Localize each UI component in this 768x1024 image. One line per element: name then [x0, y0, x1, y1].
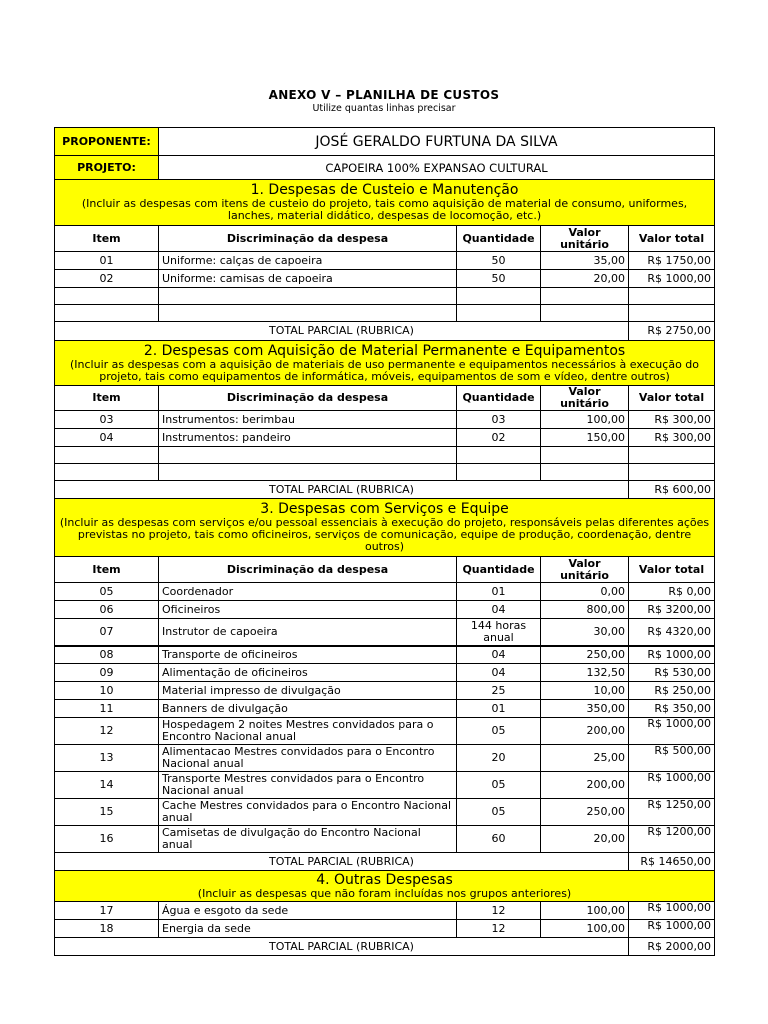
- item-number: 09: [55, 664, 159, 682]
- item-unit-value: 200,00: [541, 718, 629, 745]
- item-total-value: R$ 1000,00: [629, 920, 715, 938]
- item-description: Cache Mestres convidados para o Encontro Nacional anual: [159, 799, 457, 826]
- item-description: Alimentacao Mestres convidados para o Encontro Nacional anual: [159, 745, 457, 772]
- column-header-valor-unitario: Valor unitário: [541, 557, 629, 583]
- item-total-value: R$ 1000,00: [629, 646, 715, 664]
- item-number: 10: [55, 682, 159, 700]
- item-quantity: 04: [457, 601, 541, 619]
- item-quantity: 02: [457, 429, 541, 447]
- item-unit-value: 20,00: [541, 826, 629, 853]
- section-title: 3. Despesas com Serviços e Equipe: [260, 501, 509, 517]
- projeto-row: [55, 156, 715, 180]
- table-row: [55, 619, 715, 646]
- section-title: 4. Outras Despesas: [316, 871, 453, 888]
- item-total-value: R$ 250,00: [629, 682, 715, 700]
- item-description: Uniforme: camisas de capoeira: [159, 270, 457, 288]
- item-number: 15: [55, 799, 159, 826]
- column-header-valor-unitario: Valor unitário: [541, 226, 629, 252]
- column-header-valor-total: Valor total: [629, 226, 715, 252]
- projeto-label: PROJETO:: [55, 156, 159, 180]
- section-header-cell: [55, 180, 715, 226]
- item-total-value: R$ 1000,00: [629, 902, 715, 920]
- table-row: [55, 252, 715, 270]
- item-description: Hospedagem 2 noites Mestres convidados para o Encontro Nacional anual: [159, 718, 457, 745]
- section-header-cell: [55, 871, 715, 902]
- item-total-value: R$ 300,00: [629, 411, 715, 429]
- item-number: 18: [55, 920, 159, 938]
- table-row: [55, 583, 715, 601]
- item-quantity: 50: [457, 252, 541, 270]
- item-total-value: R$ 3200,00: [629, 601, 715, 619]
- column-header-quantidade: Quantidade: [457, 386, 541, 411]
- section-title: 1. Despesas de Custeio e Manutenção: [250, 182, 519, 198]
- item-unit-value: 250,00: [541, 799, 629, 826]
- section-description: (Incluir as despesas com serviços e/ou pessoal essenciais à execução do projeto, responsáveis pelas diferentes ações previstas no projeto, tais como oficineiros, serviços de comunicação, equipe de produção, coordenação, dentre outros): [59, 516, 710, 553]
- table-row: [55, 700, 715, 718]
- item-unit-value: 200,00: [541, 772, 629, 799]
- subtotal-value: R$ 14650,00: [629, 853, 715, 871]
- subtotal-label: TOTAL PARCIAL (RUBRICA): [55, 853, 629, 871]
- item-total-value: R$ 1750,00: [629, 252, 715, 270]
- item-total-value: R$ 0,00: [629, 583, 715, 601]
- column-header-item: Item: [55, 557, 159, 583]
- item-description: Instrutor de capoeira: [159, 619, 457, 646]
- table-row: [55, 718, 715, 745]
- table-row: [55, 745, 715, 772]
- projeto-value: CAPOEIRA 100% EXPANSAO CULTURAL: [159, 156, 715, 180]
- item-number: 03: [55, 411, 159, 429]
- empty-row: [55, 305, 715, 322]
- item-description: Alimentação de oficineiros: [159, 664, 457, 682]
- empty-row: [55, 464, 715, 481]
- item-quantity: 25: [457, 682, 541, 700]
- item-number: 17: [55, 902, 159, 920]
- item-total-value: R$ 1000,00: [629, 718, 715, 745]
- item-description: Água e esgoto da sede: [159, 902, 457, 920]
- item-quantity: 05: [457, 799, 541, 826]
- item-quantity: 03: [457, 411, 541, 429]
- subtotal-label: TOTAL PARCIAL (RUBRICA): [55, 481, 629, 499]
- item-quantity: 20: [457, 745, 541, 772]
- item-quantity: 05: [457, 772, 541, 799]
- item-total-value: R$ 530,00: [629, 664, 715, 682]
- page-subtitle: Utilize quantas linhas precisar: [312, 103, 456, 114]
- table-row: [55, 646, 715, 664]
- subtotal-label: TOTAL PARCIAL (RUBRICA): [55, 938, 629, 956]
- item-unit-value: 10,00: [541, 682, 629, 700]
- subtotal-value: R$ 2750,00: [629, 322, 715, 341]
- column-header-valor-total: Valor total: [629, 386, 715, 411]
- item-total-value: R$ 1000,00: [629, 772, 715, 799]
- empty-row: [55, 447, 715, 464]
- item-unit-value: 150,00: [541, 429, 629, 447]
- item-number: 04: [55, 429, 159, 447]
- item-quantity: 144 horas anual: [457, 619, 541, 646]
- subtotal-row: [55, 938, 715, 956]
- cost-sheet-table: [54, 127, 715, 956]
- table-row: [55, 682, 715, 700]
- column-header-row: [55, 557, 715, 583]
- item-number: 08: [55, 646, 159, 664]
- column-header-row: [55, 226, 715, 252]
- column-header-discriminacao: Discriminação da despesa: [159, 386, 457, 411]
- item-unit-value: 100,00: [541, 902, 629, 920]
- item-unit-value: 250,00: [541, 646, 629, 664]
- item-quantity: 04: [457, 646, 541, 664]
- item-unit-value: 100,00: [541, 411, 629, 429]
- section-header: [55, 341, 715, 386]
- item-quantity: 04: [457, 664, 541, 682]
- column-header-item: Item: [55, 226, 159, 252]
- section-description: (Incluir as despesas que não foram incluídas nos grupos anteriores): [197, 886, 572, 900]
- item-quantity: 12: [457, 920, 541, 938]
- item-number: 13: [55, 745, 159, 772]
- item-description: Transporte de oficineiros: [159, 646, 457, 664]
- item-quantity: 05: [457, 718, 541, 745]
- table-row: [55, 429, 715, 447]
- page-title: ANEXO V – PLANILHA DE CUSTOS: [268, 88, 500, 102]
- item-description: Banners de divulgação: [159, 700, 457, 718]
- item-total-value: R$ 500,00: [629, 745, 715, 772]
- item-description: Camisetas de divulgação do Encontro Nacional anual: [159, 826, 457, 853]
- item-description: Oficineiros: [159, 601, 457, 619]
- item-description: Coordenador: [159, 583, 457, 601]
- table-row: [55, 920, 715, 938]
- item-number: 01: [55, 252, 159, 270]
- item-unit-value: 0,00: [541, 583, 629, 601]
- item-unit-value: 30,00: [541, 619, 629, 646]
- table-row: [55, 772, 715, 799]
- item-quantity: 01: [457, 583, 541, 601]
- item-total-value: R$ 300,00: [629, 429, 715, 447]
- table-row: [55, 902, 715, 920]
- item-unit-value: 35,00: [541, 252, 629, 270]
- item-total-value: R$ 1000,00: [629, 270, 715, 288]
- item-unit-value: 800,00: [541, 601, 629, 619]
- item-unit-value: 132,50: [541, 664, 629, 682]
- section-description: (Incluir as despesas com a aquisição de materiais de uso permanente e equipamentos necessários à execução do projeto, tais como equipamentos de informática, móveis, equipamentos de som e vídeo, dentre outros): [70, 357, 700, 383]
- column-header-quantidade: Quantidade: [457, 557, 541, 583]
- item-quantity: 60: [457, 826, 541, 853]
- item-number: 06: [55, 601, 159, 619]
- table-row: [55, 826, 715, 853]
- table-row: [55, 411, 715, 429]
- empty-row: [55, 288, 715, 305]
- proponente-row: [55, 128, 715, 156]
- item-number: 05: [55, 583, 159, 601]
- proponente-value: JOSÉ GERALDO FURTUNA DA SILVA: [159, 128, 715, 156]
- column-header-valor-total: Valor total: [629, 557, 715, 583]
- item-description: Uniforme: calças de capoeira: [159, 252, 457, 270]
- section-header: [55, 180, 715, 226]
- column-header-discriminacao: Discriminação da despesa: [159, 557, 457, 583]
- subtotal-row: [55, 322, 715, 341]
- column-header-row: [55, 386, 715, 411]
- item-number: 16: [55, 826, 159, 853]
- item-description: Material impresso de divulgação: [159, 682, 457, 700]
- item-quantity: 12: [457, 902, 541, 920]
- item-description: Instrumentos: pandeiro: [159, 429, 457, 447]
- subtotal-value: R$ 2000,00: [629, 938, 715, 956]
- proponente-label: PROPONENTE:: [55, 128, 159, 156]
- item-unit-value: 25,00: [541, 745, 629, 772]
- item-description: Instrumentos: berimbau: [159, 411, 457, 429]
- item-unit-value: 20,00: [541, 270, 629, 288]
- item-total-value: R$ 350,00: [629, 700, 715, 718]
- item-total-value: R$ 1200,00: [629, 826, 715, 853]
- section-header-cell: [55, 499, 715, 557]
- table-row: [55, 799, 715, 826]
- subtotal-label: TOTAL PARCIAL (RUBRICA): [55, 322, 629, 341]
- item-unit-value: 100,00: [541, 920, 629, 938]
- item-number: 14: [55, 772, 159, 799]
- item-unit-value: 350,00: [541, 700, 629, 718]
- section-header: [55, 499, 715, 557]
- item-quantity: 01: [457, 700, 541, 718]
- item-number: 02: [55, 270, 159, 288]
- table-row: [55, 601, 715, 619]
- item-number: 11: [55, 700, 159, 718]
- item-description: Energia da sede: [159, 920, 457, 938]
- section-description: (Incluir as despesas com itens de custeio do projeto, tais como aquisição de material de consumo, uniformes, lanches, material didático, despesas de locomoção, etc.): [81, 197, 688, 222]
- table-row: [55, 664, 715, 682]
- column-header-item: Item: [55, 386, 159, 411]
- item-description: Transporte Mestres convidados para o Encontro Nacional anual: [159, 772, 457, 799]
- column-header-valor-unitario: Valor unitário: [541, 386, 629, 411]
- section-title: 2. Despesas com Aquisição de Material Permanente e Equipamentos: [143, 342, 626, 359]
- table-row: [55, 270, 715, 288]
- column-header-discriminacao: Discriminação da despesa: [159, 226, 457, 252]
- subtotal-row: [55, 481, 715, 499]
- subtotal-value: R$ 600,00: [629, 481, 715, 499]
- subtotal-row: [55, 853, 715, 871]
- item-number: 07: [55, 619, 159, 646]
- item-total-value: R$ 4320,00: [629, 619, 715, 646]
- item-quantity: 50: [457, 270, 541, 288]
- item-number: 12: [55, 718, 159, 745]
- section-header-cell: [55, 341, 715, 386]
- item-total-value: R$ 1250,00: [629, 799, 715, 826]
- column-header-quantidade: Quantidade: [457, 226, 541, 252]
- section-header: [55, 871, 715, 902]
